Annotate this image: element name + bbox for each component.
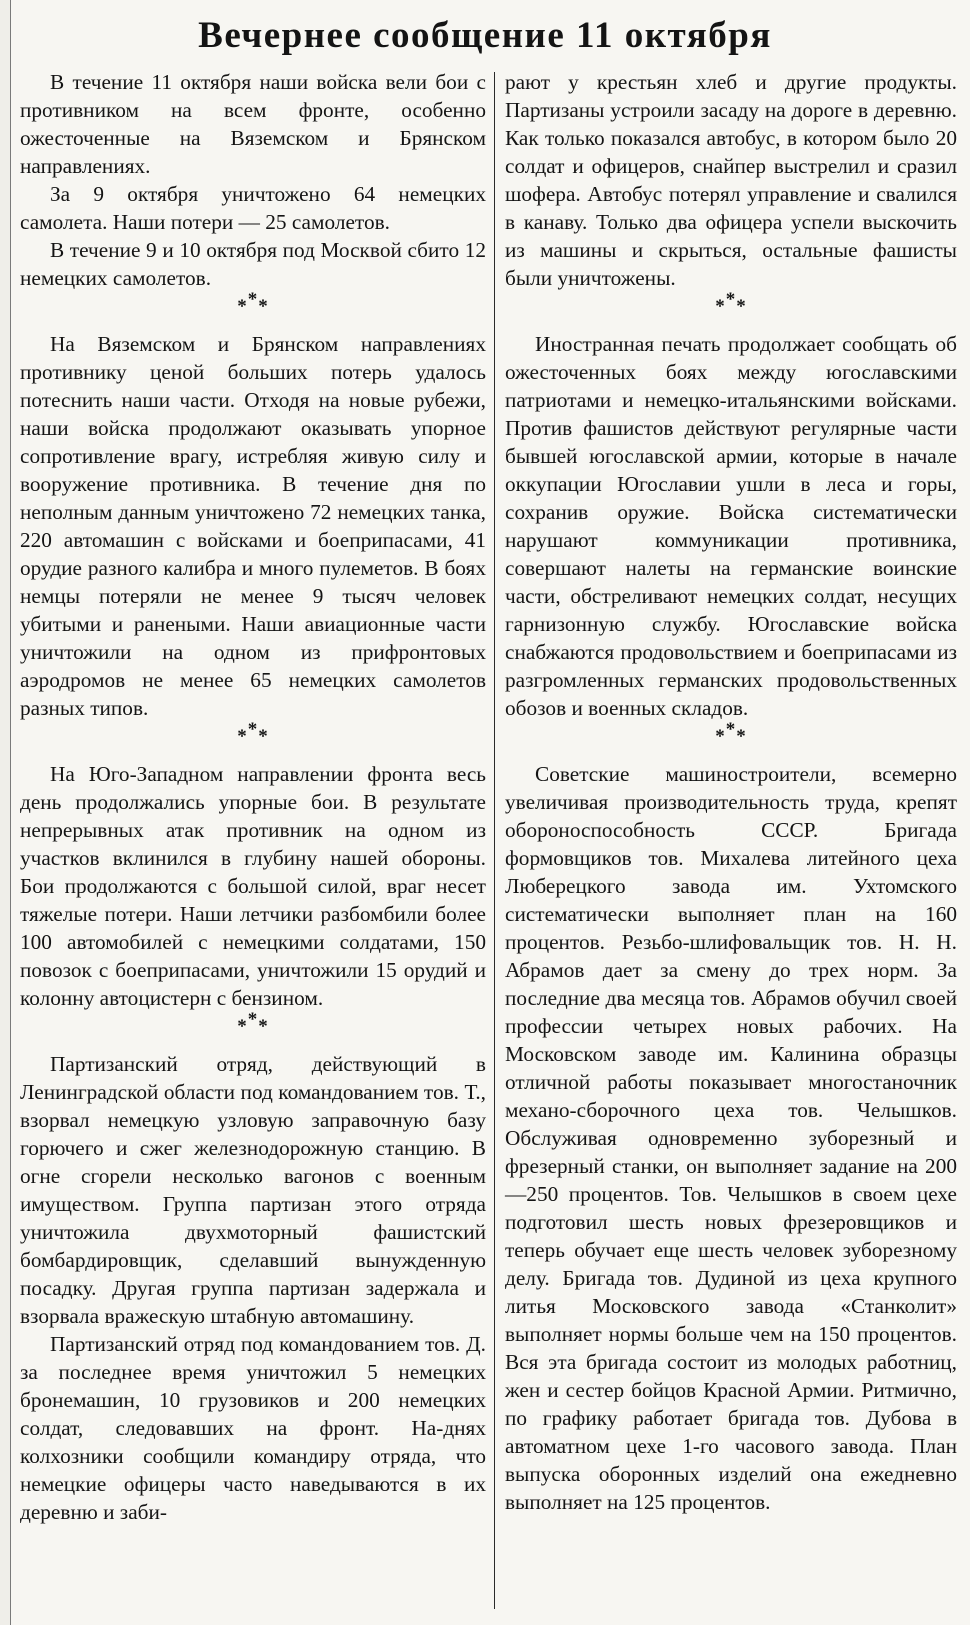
paragraph: В течение 11 октября наши войска вели бои с противником на всем фронте, особенно ожесточенные на Вяземском и Брянском направлениях. [20, 70, 486, 178]
separator-asterisk: * [247, 1009, 259, 1030]
article-column-right [505, 68, 957, 1619]
separator-asterisk: * [715, 726, 726, 747]
section-separator [20, 1009, 486, 1050]
paragraph: Партизанский отряд, действующий в Ленинградской области под командованием тов. Т., взорвал немецкую узловую заправочную базу горючего и сжег железнодорожную станцию. В огне сгорели несколько вагонов с военным имуществом. Группа партизан этого отряда уничтожила двухмоторный фашистский бомбардировщик, сделавший вынужденную посадку. Другая группа партизан задержала и взорвала вражескую штабную автомашину. [20, 1052, 486, 1328]
separator-asterisk: * [715, 296, 726, 317]
separator-asterisk: * [258, 726, 269, 747]
paragraph: На Вяземском и Брянском направлениях противнику ценой больших потерь удалось потеснить наши части. Отходя на новые рубежи, наши войска продолжают оказывать упорное сопротивление врагу, истребляя живую силу и вооружение противника. В течение дня по неполным данным уничтожено 72 немецких танка, 220 автомашин с войсками и боеприпасами, 41 орудие разного калибра и много пулеметов. В боях немцы потеряли не менее 9 тысяч человек убитыми и ранеными. Наши авиационные части уничтожили на одном из прифронтовых аэродромов не менее 65 немецких самолетов разных типов. [20, 332, 486, 720]
section-separator [505, 289, 957, 330]
separator-asterisk: * [237, 296, 248, 317]
separator-asterisk: * [725, 289, 737, 310]
paragraph: За 9 октября уничтожено 64 немецких самолета. Наши потери — 25 самолетов. [20, 182, 486, 234]
paragraph-continued: рают у крестьян хлеб и другие продукты. Партизаны устроили засаду на дороге в деревню. Как только показался автобус, в котором было 20 солдат и офицеров, снайпер выстрелил и сразил шофера. Автобус потерял управление и свалился в канаву. Только два офицера успели выскочить из машины и скрыться, остальные фашисты были уничтожены. [505, 70, 957, 290]
page-edge [0, 0, 11, 1625]
article-column-left [20, 68, 486, 1619]
paragraph: Советские машиностроители, всемерно увеличивая производительность труда, крепят обороноспособность СССР. Бригада формовщиков тов. Михалева литейного цеха Люберецкого завода им. Ухтомского систематически выполняет план на 160 процентов. Резьбо-шлифовальщик тов. Н. Н. Абрамов дает за смену до трех норм. За последние два месяца тов. Абрамов обучил своей профессии четырех новых рабочих. На Московском заводе им. Калинина образцы отличной работы показывает многостаночник механо-сборочного цеха тов. Челышков. Обслуживая одновременно зуборезный и фрезерный станки, он выполняет задание на 200—250 процентов. Тов. Челышков в своем цехе подготовил шесть новых фрезеровщиков и теперь обучает еще шесть человек зуборезному делу. Бригада тов. Дудиной из цеха крупного литья Московского завода «Станколит» выполняет нормы больше чем на 150 процентов. Вся эта бригада состоит из молодых работниц, жен и сестер бойцов Красной Армии. Ритмично, по графику работает бригада тов. Дубова в автоматном цехе 1-го часового завода. План выпуска оборонных изделий она ежедневно выполняет на 125 процентов. [505, 762, 957, 1514]
paragraph: Партизанский отряд под командованием тов. Д. за последнее время уничтожил 5 немецких бронемашин, 10 грузовиков и 200 немецких солдат, следовавших на фронт. На-днях колхозники сообщили командиру отряда, что немецкие офицеры часто наведываются в их деревню и заби- [20, 1332, 486, 1524]
separator-asterisk: * [258, 1016, 269, 1037]
separator-asterisk: * [237, 726, 248, 747]
separator-asterisk: * [725, 719, 737, 740]
separator-asterisk: * [247, 719, 259, 740]
paragraph: Иностранная печать продолжает сообщать об ожесточенных боях между югославскими патриотами и немецко-итальянскими войсками. Против фашистов действуют регулярные части бывшей югославской армии, которые в начале оккупации Югославии ушли в леса и горы, сохранив оружие. Войска систематически нарушают коммуникации противника, совершают налеты на германские воинские части, обстреливают немецких солдат, несущих гарнизонную службу. Югославские войска снабжаются продовольствием и боеприпасами из разгромленных германских продовольственных обозов и военных складов. [505, 332, 957, 720]
column-divider [494, 72, 495, 1609]
separator-asterisk: * [237, 1016, 248, 1037]
section-separator [505, 719, 957, 760]
separator-asterisk: * [247, 289, 259, 310]
separator-asterisk: * [736, 296, 747, 317]
separator-asterisk: * [258, 296, 269, 317]
page-title: Вечернее сообщение 11 октября [198, 15, 772, 56]
section-separator [20, 719, 486, 760]
separator-asterisk: * [736, 726, 747, 747]
section-separator [20, 289, 486, 330]
paragraph: На Юго-Западном направлении фронта весь день продолжались упорные бои. В результате непрерывных атак противник на одном из участков вклинился в глубину нашей обороны. Бои продолжаются с большой силой, враг несет тяжелые потери. Наши летчики разбомбили более 100 автомобилей с немецкими солдатами, 150 повозок с боеприпасами, уничтожили 15 орудий и колонну автоцистерн с бензином. [20, 762, 486, 1010]
paragraph: В течение 9 и 10 октября под Москвой сбито 12 немецких самолетов. [20, 238, 486, 290]
